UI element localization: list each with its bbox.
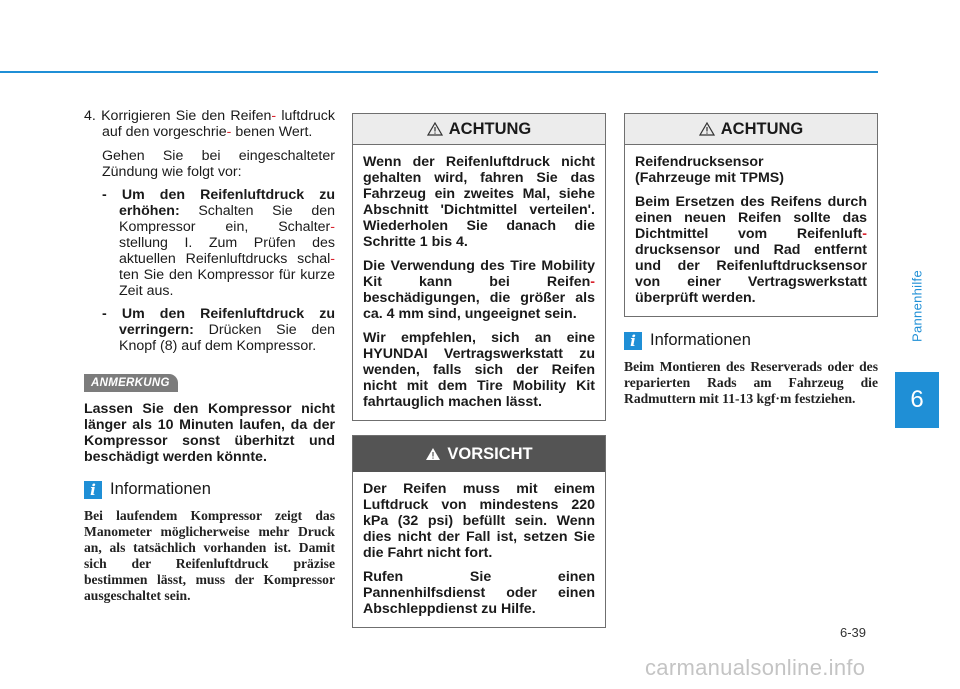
info-heading-1	[84, 480, 335, 499]
caution-triangle-icon	[425, 447, 441, 461]
column-left	[84, 108, 335, 604]
watermark: carmanualsonline.info	[645, 655, 866, 680]
vorsicht-paragraph-1: Der Reifen muss mit einem Luftdruck von mindestens 220 kPa (32 psi) befüllt sein. Wenn dies nicht der Fall ist, setzen Sie die Fahrt nicht fort.	[363, 481, 595, 561]
achtung-title: ACHTUNG	[448, 119, 532, 138]
chapter-tab: 6	[895, 372, 939, 428]
achtung-body-1	[353, 145, 605, 420]
achtung-header-1	[353, 114, 605, 145]
achtung-1-paragraph-2: Die Verwendung des Tire Mobility Kit kann bei Reifen- beschädigungen, die größer als ca. 4 mm sind, ungeeignet sein.	[363, 258, 595, 322]
achtung-2-paragraph-2: Beim Ersetzen des Reifens durch einen neuen Reifen sollte das Dichtmittel vom Reifenluft- drucksensor und Rad entfernt und der Reifenluftdrucksensor von einer Vertragswerkstatt überprüft werden.	[635, 194, 867, 306]
step-4-intro: Gehen Sie bei eingeschalteter Zündung wie folgt vor:	[102, 148, 335, 180]
step-4-decrease: - Um den Reifenluftdruck zu verringern: Drücken Sie den Knopf (8) auf dem Kompressor.	[102, 306, 335, 354]
vorsicht-paragraph-2: Rufen Sie einen Pannenhilfsdienst oder einen Abschleppdienst zu Hilfe.	[363, 569, 595, 617]
info-icon: i	[84, 481, 102, 499]
vorsicht-body	[353, 472, 605, 627]
vorsicht-title: VORSICHT	[447, 444, 533, 463]
step-4: 4. Korrigieren Sie den Reifen- luftdruck auf den vorgeschrie- benen Wert.	[84, 108, 335, 140]
info-title: Informationen	[650, 331, 751, 349]
achtung-box-2	[624, 113, 878, 317]
achtung-body-2	[625, 145, 877, 316]
chapter-side-label: Pannenhilfe	[909, 270, 925, 342]
page-number: 6-39	[840, 625, 867, 640]
column-middle	[352, 113, 606, 628]
warning-triangle-icon	[699, 122, 715, 136]
warning-triangle-icon	[427, 122, 443, 136]
info-icon: i	[624, 332, 642, 350]
top-rule	[0, 71, 878, 73]
achtung-title: ACHTUNG	[720, 119, 804, 138]
vorsicht-header	[353, 436, 605, 472]
anmerkung-text: Lassen Sie den Kompressor nicht länger als 10 Minuten laufen, da der Kompressor sonst überhitzt und beschädigt werden könnte.	[84, 401, 335, 465]
step-number: 4.	[84, 108, 96, 124]
achtung-1-paragraph-1: Wenn der Reifenluftdruck nicht gehalten wird, fahren Sie das Fahrzeug ein zweites Mal, siehe Abschnitt 'Dichtmittel verteilen'. Wiederholen Sie danach die Schritte 1 bis 4.	[363, 154, 595, 250]
step-4-increase: - Um den Reifenluftdruck zu erhöhen: Schalten Sie den Kompressor ein, Schalter- stellung I. Zum Prüfen des aktuellen Reifenluftdrucks schal- ten Sie den Kompressor für kurze Zeit aus.	[102, 187, 335, 299]
info-heading-2	[624, 331, 878, 350]
vorsicht-box	[352, 435, 606, 628]
achtung-box-1	[352, 113, 606, 421]
info-title: Informationen	[110, 480, 211, 498]
info-text-2: Beim Montieren des Reserverads oder des reparierten Rads am Fahrzeug die Radmuttern mit 11-13 kgf·m festziehen.	[624, 359, 878, 406]
achtung-2-paragraph-1: Reifendrucksensor (Fahrzeuge mit TPMS)	[635, 154, 784, 186]
achtung-1-paragraph-3: Wir empfehlen, sich an eine HYUNDAI Vertragswerkstatt zu wenden, falls sich der Reifen nicht mit dem Tire Mobility Kit fahrtauglich machen lässt.	[363, 330, 595, 410]
anmerkung-badge: ANMERKUNG	[84, 374, 178, 392]
column-right	[624, 113, 878, 407]
info-text-1: Bei laufendem Kompressor zeigt das Manometer möglicherweise mehr Druck an, als tatsächlich vorhanden ist. Damit sich der Reifenluftdruck präzise bestimmen lässt, muss der Kompressor ausgeschaltet sein.	[84, 508, 335, 603]
achtung-header-2	[625, 114, 877, 145]
